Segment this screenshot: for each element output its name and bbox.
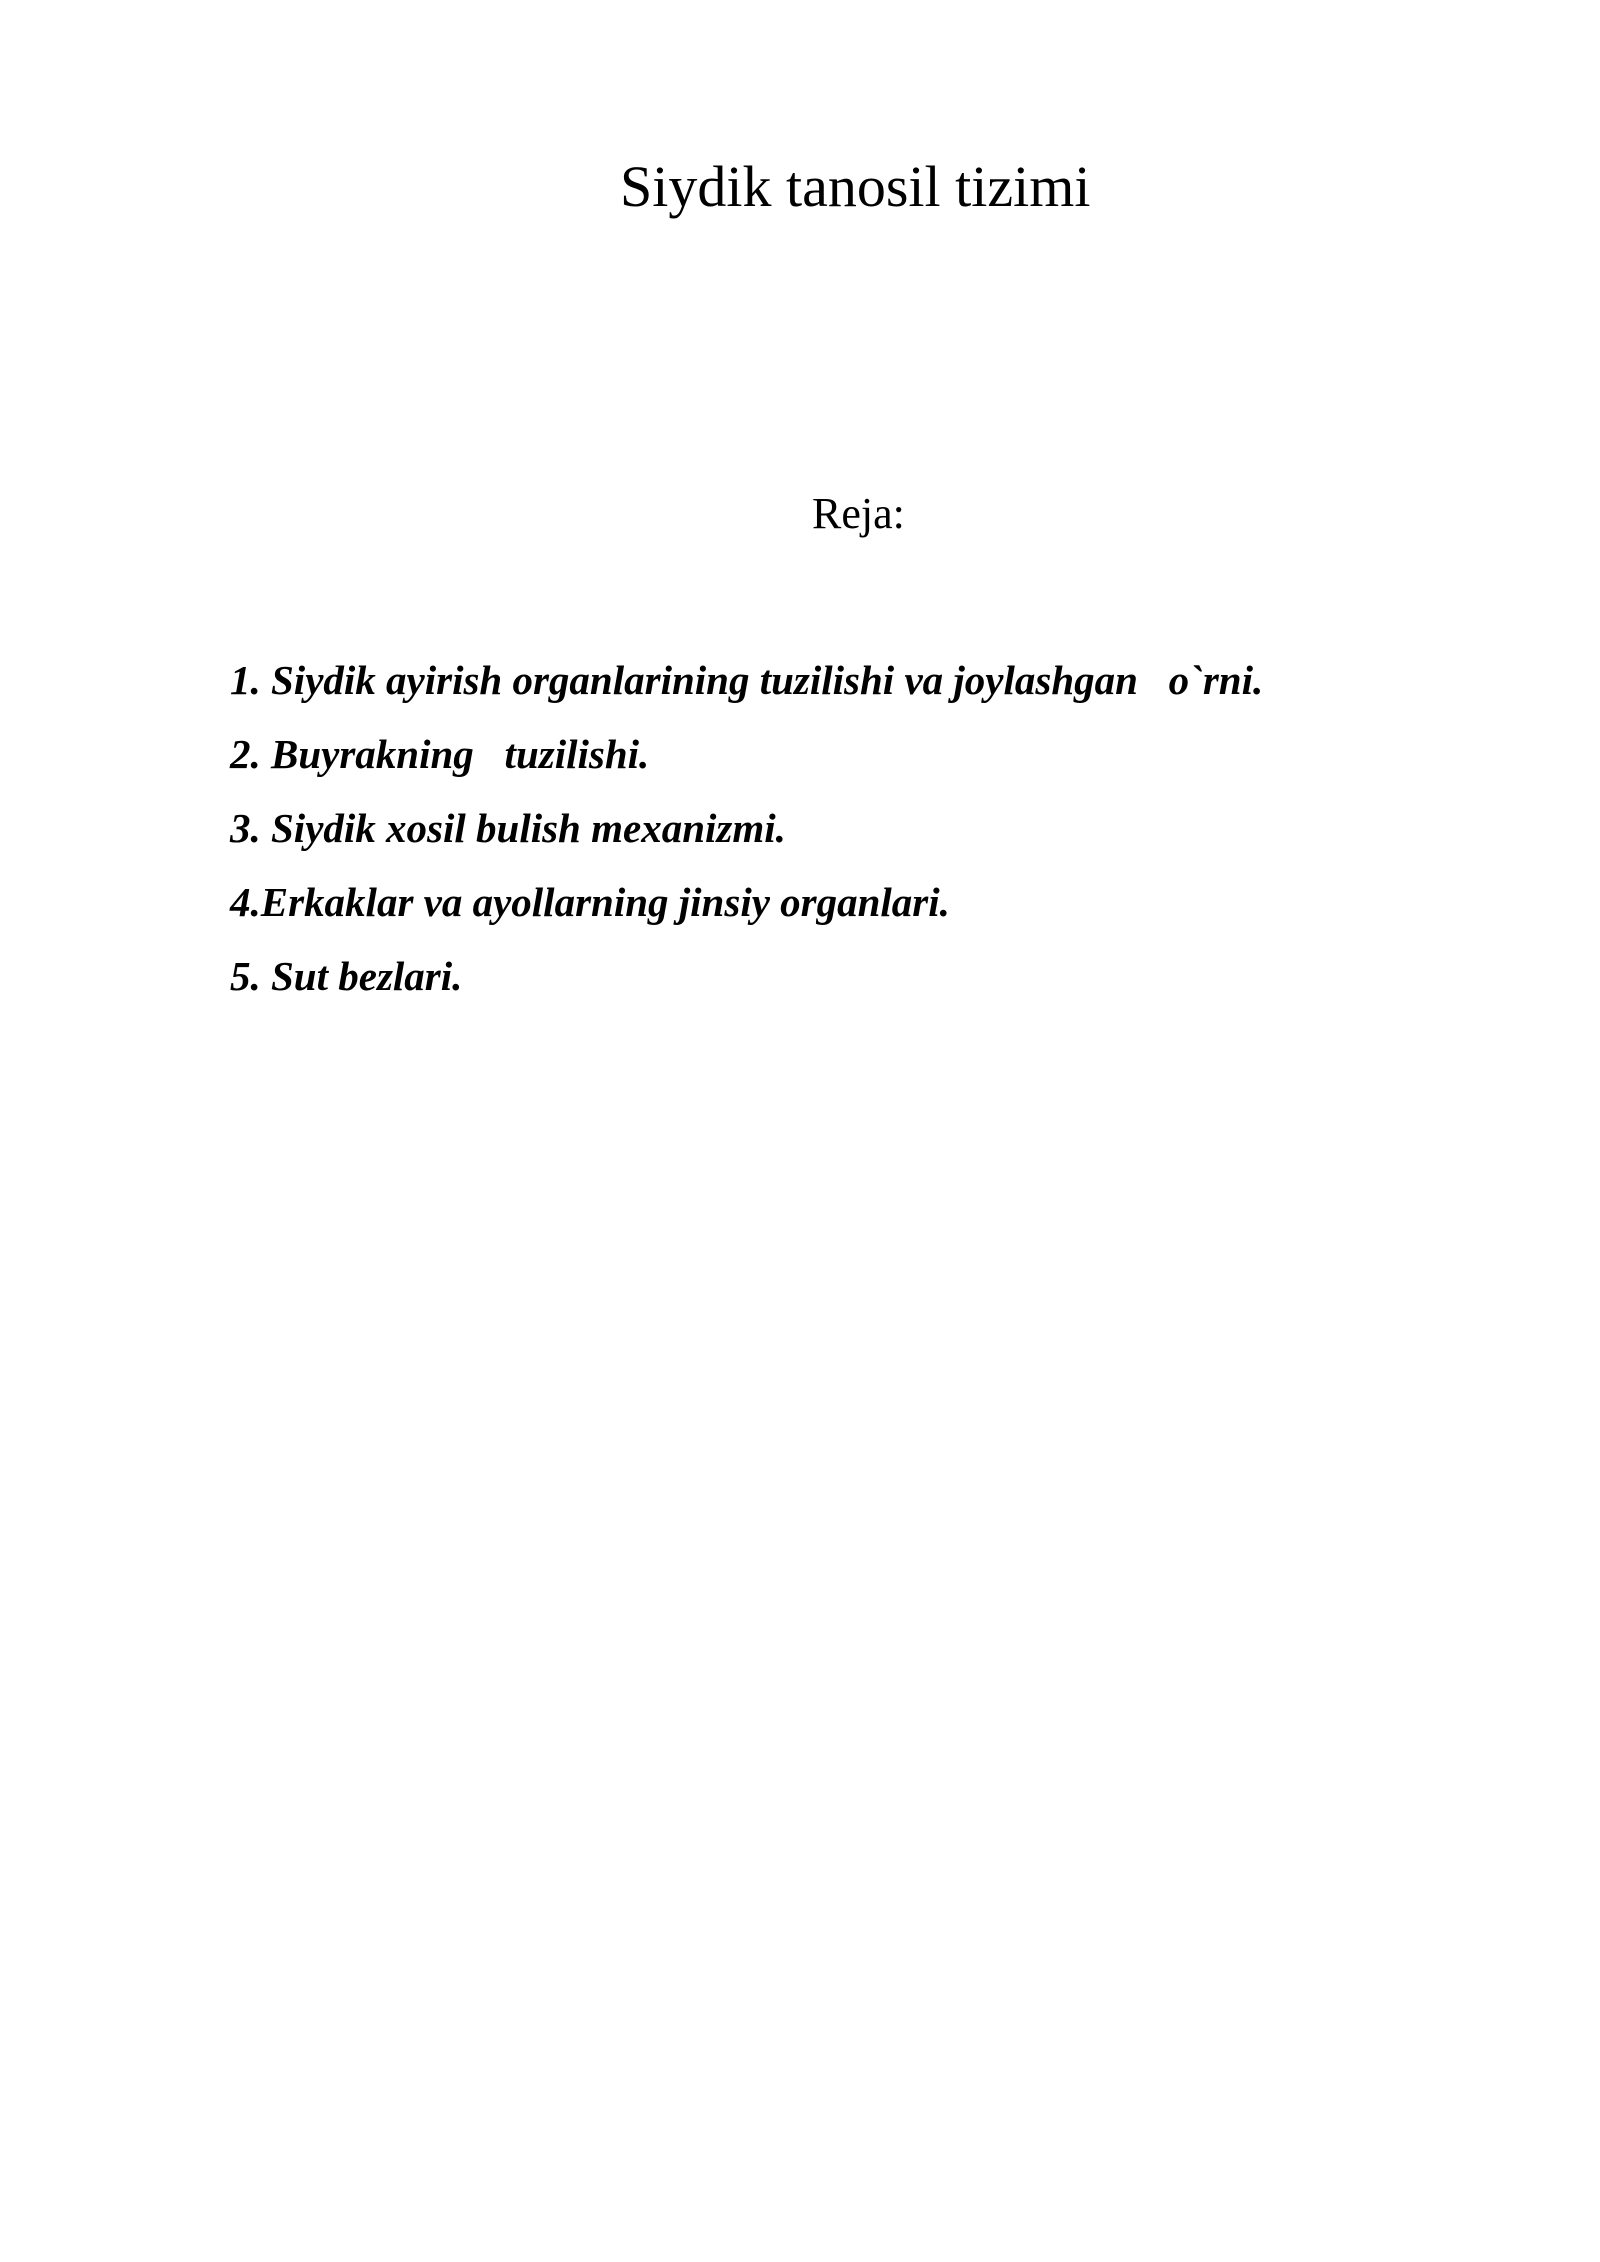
document-title: Siydik tanosil tizimi — [620, 154, 1091, 219]
plan-item: 4.Erkaklar va ayollarning jinsiy organlari. — [230, 879, 950, 925]
plan-heading: Reja: — [812, 489, 905, 538]
plan-item: 1. Siydik ayirish organlarining tuzilishi va joylashgan o`rni. — [230, 657, 1264, 703]
plan-item: 3. Siydik xosil bulish mexanizmi. — [230, 805, 786, 851]
plan-list — [230, 643, 1430, 1013]
plan-item: 5. Sut bezlari. — [230, 953, 463, 999]
plan-item: 2. Buyrakning tuzilishi. — [230, 731, 650, 777]
